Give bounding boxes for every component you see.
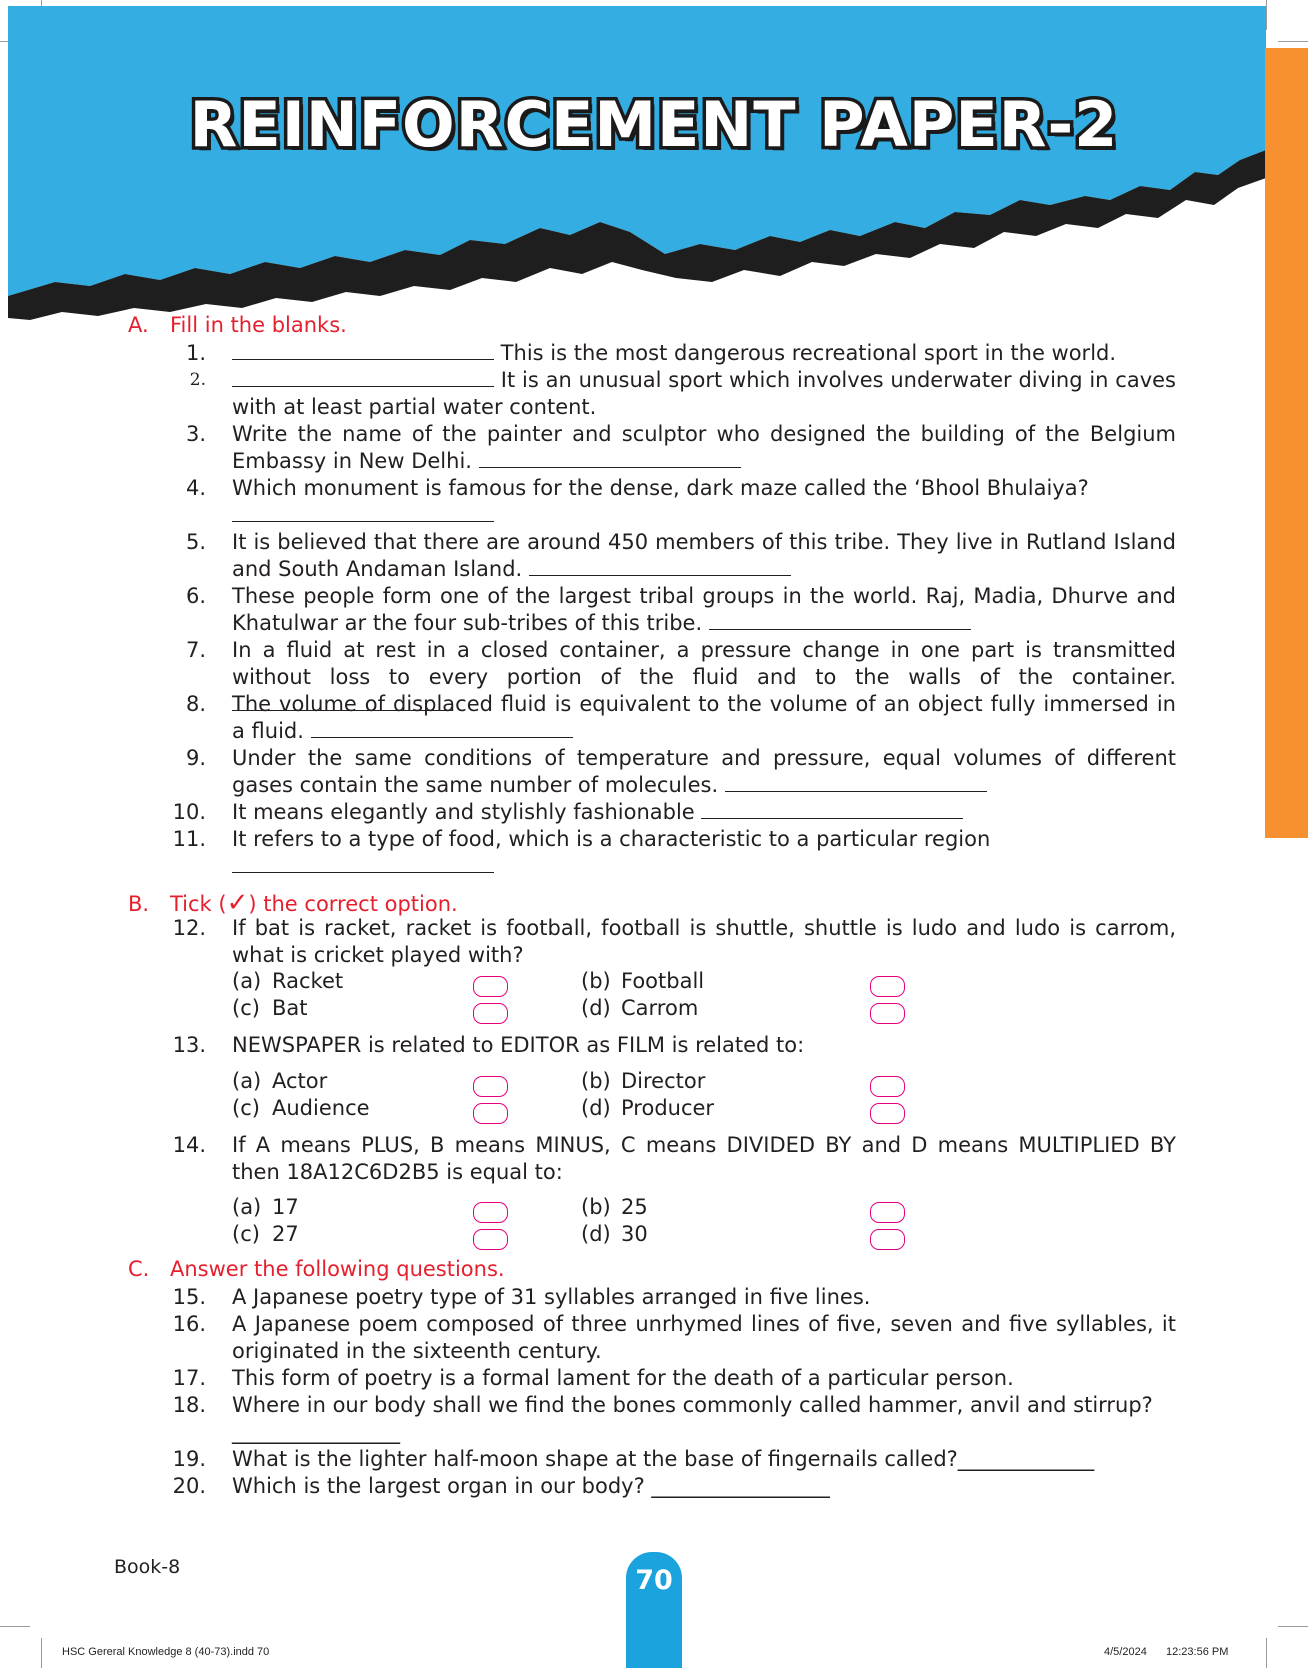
section-b-heading [128, 888, 458, 918]
question-text: NEWSPAPER is related to EDITOR as FILM is related to: [232, 1033, 805, 1057]
section-letter: A. [128, 313, 149, 337]
option-text: 27 [272, 1222, 299, 1246]
option-text: 30 [621, 1222, 648, 1246]
question-item [160, 745, 1176, 799]
answer-checkbox[interactable] [473, 1202, 508, 1223]
answer-checkbox[interactable] [870, 1003, 905, 1024]
option [581, 1194, 648, 1221]
question-number: 13. [172, 1033, 206, 1057]
slug-time: 12:23:56 PM [1166, 1646, 1229, 1658]
tick-mark-icon: ✓ [226, 888, 249, 918]
option [581, 1095, 714, 1122]
answer-checkbox[interactable] [870, 1229, 905, 1250]
question-text: Where in our body shall we find the bones commonly called hammer, anvil and stirrup? [232, 1393, 1153, 1417]
question-item [160, 421, 1176, 475]
option-text: Carrom [621, 996, 699, 1020]
question-item [160, 1284, 1176, 1311]
answer-checkbox[interactable] [473, 1229, 508, 1250]
question-item [160, 340, 1176, 367]
section-c-heading [128, 1257, 505, 1281]
question-text: What is the lighter half-moon shape at the base of fingernails called?_____________ [232, 1447, 1095, 1471]
question-item [160, 1392, 1176, 1446]
question-text: Write the name of the painter and sculptor who designed the building of the Belgium Embassy in New Delhi. [232, 422, 1176, 473]
page-number: 70 [635, 1565, 673, 1596]
option-label: (d) [581, 996, 611, 1020]
option-text: Director [621, 1069, 706, 1093]
question-number: 9. [185, 746, 206, 770]
option-label: (d) [581, 1222, 611, 1246]
answer-blank[interactable] [232, 854, 494, 873]
option [232, 1068, 327, 1095]
question-number: 17. [172, 1366, 206, 1390]
question-text: If A means PLUS, B means MINUS, C means DIVIDED BY and D means MULTIPLIED BY then 18A12C6D2B5 is equal to: [232, 1133, 1176, 1184]
question-text: If bat is racket, racket is football, football is shuttle, shuttle is ludo and ludo is carrom, what is cricket played with? [232, 916, 1176, 967]
question-item [160, 1446, 1176, 1473]
option-text: 25 [621, 1195, 648, 1219]
question-number: 7. [185, 638, 206, 662]
question-number: 2. [189, 370, 206, 390]
question-number: 15. [172, 1285, 206, 1309]
option-label: (c) [232, 1222, 260, 1246]
question-item [160, 583, 1176, 637]
question-text: These people form one of the largest tribal groups in the world. Raj, Madia, Dhurve and Khatulwar ar the four sub-tribes of this tribe. [232, 584, 1176, 635]
answer-blank[interactable] [701, 800, 963, 819]
answer-checkbox[interactable] [870, 1202, 905, 1223]
section-title: Answer the following questions. [170, 1257, 505, 1281]
option [232, 995, 308, 1022]
answer-blank[interactable] [311, 719, 573, 738]
option-label: (b) [581, 1195, 611, 1219]
question-item [160, 1132, 1176, 1186]
answer-checkbox[interactable] [473, 1103, 508, 1124]
side-color-tab [1265, 48, 1308, 838]
option-label: (a) [232, 969, 262, 993]
question-item [160, 367, 1176, 421]
question-text: This is the most dangerous recreational sport in the world. [494, 341, 1117, 365]
option-label: (c) [232, 1096, 260, 1120]
question-text: It is believed that there are around 450 members of this tribe. They live in Rutland Island and South Andaman Island. [232, 530, 1176, 581]
option [232, 1194, 299, 1221]
question-text: This form of poetry is a formal lament for the death of a particular person. [232, 1366, 1014, 1390]
question-text: The volume of displaced fluid is equivalent to the volume of an object fully immersed in a fluid. [232, 692, 1176, 743]
question-item [160, 799, 1176, 826]
book-label: Book-8 [114, 1556, 181, 1578]
question-item [160, 1311, 1176, 1365]
question-text: It refers to a type of food, which is a characteristic to a particular region [232, 827, 991, 851]
question-number: 19. [172, 1447, 206, 1471]
question-text: It is an unusual sport which involves underwater diving in caves with at least partial water content. [232, 368, 1176, 419]
question-text: Which is the largest organ in our body? _________________ [232, 1474, 830, 1498]
question-number: 3. [185, 422, 206, 446]
option [581, 1068, 705, 1095]
crop-mark [1278, 1626, 1308, 1627]
answer-blank[interactable] [709, 611, 971, 630]
answer-checkbox[interactable] [870, 1076, 905, 1097]
question-number: 14. [172, 1133, 206, 1157]
question-number: 8. [185, 692, 206, 716]
question-item [160, 1365, 1176, 1392]
option-text: Audience [272, 1096, 370, 1120]
option-text: Actor [272, 1069, 328, 1093]
answer-blank[interactable] [232, 368, 494, 387]
answer-checkbox[interactable] [473, 976, 508, 997]
option-text: Football [621, 969, 705, 993]
question-item [160, 915, 1176, 969]
question-text: In a fluid at rest in a closed container, a pressure change in one part is transmitted without loss to every portion of the fluid and to the walls of the container. [232, 638, 1176, 689]
question-number: 1. [185, 341, 206, 365]
option-label: (c) [232, 996, 260, 1020]
question-text: Under the same conditions of temperature and pressure, equal volumes of different gases contain the same number of molecules. [232, 746, 1176, 797]
question-number: 6. [185, 584, 206, 608]
section-title: ) the correct option. [248, 892, 458, 916]
option [232, 1095, 370, 1122]
question-text: It means elegantly and stylishly fashionable [232, 800, 702, 824]
answer-blank[interactable] [725, 773, 987, 792]
option-text: Bat [272, 996, 308, 1020]
header-banner [0, 0, 1308, 330]
question-item [160, 826, 1176, 880]
answer-checkbox[interactable] [870, 976, 905, 997]
question-item [160, 475, 1176, 529]
option [232, 968, 343, 995]
page-title: REINFORCEMENT PAPER-2 [189, 88, 1119, 161]
answer-blank[interactable] [529, 557, 791, 576]
answer-checkbox[interactable] [473, 1076, 508, 1097]
section-title: Tick ( [170, 892, 227, 916]
question-item [160, 529, 1176, 583]
section-letter: B. [128, 892, 150, 916]
question-number: 4. [185, 476, 206, 500]
answer-blank[interactable] [232, 503, 494, 522]
answer-checkbox[interactable] [870, 1103, 905, 1124]
question-text: A Japanese poetry type of 31 syllables arranged in five lines. [232, 1285, 871, 1309]
option [581, 968, 704, 995]
answer-blank[interactable]: ________________ [232, 1420, 400, 1444]
section-letter: C. [128, 1257, 150, 1281]
question-item [160, 1473, 1176, 1500]
option-text: Racket [272, 969, 344, 993]
question-number: 5. [185, 530, 206, 554]
question-number: 18. [172, 1393, 206, 1417]
file-slug: HSC Gereral Knowledge 8 (40-73).indd 70 [62, 1646, 270, 1658]
option-label: (a) [232, 1069, 262, 1093]
question-number: 16. [172, 1312, 206, 1336]
option-label: (b) [581, 969, 611, 993]
question-text: Which monument is famous for the dense, dark maze called the ‘Bhool Bhulaiya? [232, 476, 1089, 500]
option [232, 1221, 299, 1248]
section-title: Fill in the blanks. [170, 313, 347, 337]
question-number: 12. [172, 916, 206, 940]
option [581, 1221, 648, 1248]
option-label: (d) [581, 1096, 611, 1120]
crop-mark [1266, 1638, 1267, 1668]
question-number: 20. [172, 1474, 206, 1498]
slug-date: 4/5/2024 [1104, 1646, 1147, 1658]
option [581, 995, 698, 1022]
question-item [160, 691, 1176, 745]
option-text: Producer [621, 1096, 715, 1120]
question-text: A Japanese poem composed of three unrhymed lines of five, seven and five syllables, it originated in the sixteenth century. [232, 1312, 1176, 1363]
question-number: 10. [172, 800, 206, 824]
option-text: 17 [272, 1195, 299, 1219]
answer-blank[interactable] [232, 341, 494, 360]
answer-checkbox[interactable] [473, 1003, 508, 1024]
question-number: 11. [172, 827, 206, 851]
option-label: (b) [581, 1069, 611, 1093]
section-a-heading [128, 313, 347, 337]
crop-mark [41, 1638, 42, 1668]
crop-mark [0, 1626, 30, 1627]
question-item [160, 1032, 1176, 1059]
answer-blank[interactable] [479, 449, 741, 468]
option-label: (a) [232, 1195, 262, 1219]
